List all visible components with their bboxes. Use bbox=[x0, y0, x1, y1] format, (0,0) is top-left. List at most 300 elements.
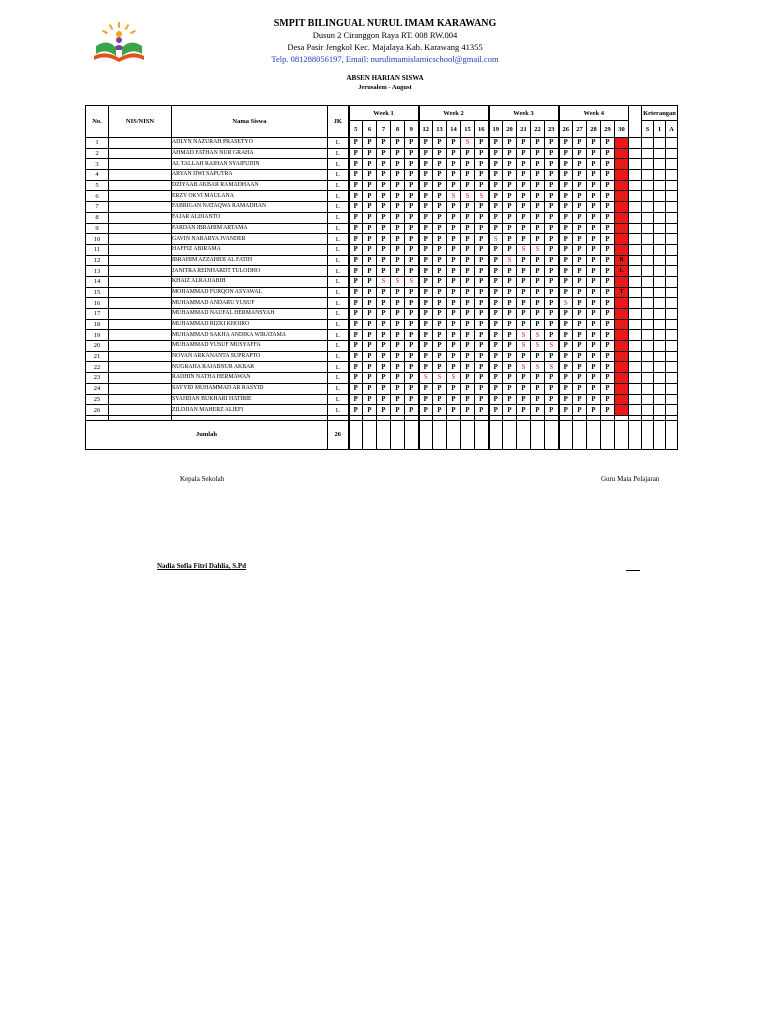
spacer-cell bbox=[629, 138, 642, 149]
attendance-present: P bbox=[601, 341, 615, 352]
col-header-nis: NIS/NISN bbox=[109, 106, 172, 138]
attendance-present: P bbox=[349, 180, 363, 191]
attendance-present: P bbox=[405, 159, 419, 170]
keterangan-i bbox=[654, 330, 666, 341]
attendance-present: P bbox=[531, 148, 545, 159]
summary-cell bbox=[461, 420, 475, 449]
attendance-present: P bbox=[517, 383, 531, 394]
attendance-present: P bbox=[349, 383, 363, 394]
student-gender: L bbox=[328, 351, 349, 362]
attendance-present: P bbox=[349, 212, 363, 223]
attendance-present: P bbox=[391, 212, 405, 223]
spacer-cell bbox=[629, 212, 642, 223]
keterangan-s bbox=[642, 148, 654, 159]
attendance-present: P bbox=[377, 287, 391, 298]
attendance-present: P bbox=[489, 319, 503, 330]
attendance-present: P bbox=[545, 202, 559, 213]
summary-cell bbox=[377, 420, 391, 449]
attendance-present: P bbox=[475, 405, 489, 416]
attendance-present: P bbox=[531, 309, 545, 320]
holiday-cell bbox=[615, 351, 629, 362]
attendance-present: P bbox=[377, 180, 391, 191]
attendance-present: P bbox=[587, 234, 601, 245]
attendance-present: P bbox=[475, 138, 489, 149]
attendance-present: P bbox=[489, 405, 503, 416]
student-name: GAVIN NARARYA IVANDER bbox=[172, 234, 328, 245]
attendance-present: P bbox=[559, 373, 573, 384]
attendance-present: P bbox=[573, 362, 587, 373]
col-header-jk: JK bbox=[328, 106, 349, 138]
attendance-present: P bbox=[349, 266, 363, 277]
attendance-present: P bbox=[573, 148, 587, 159]
table-row bbox=[86, 383, 678, 394]
attendance-present: P bbox=[545, 276, 559, 287]
attendance-present: P bbox=[447, 298, 461, 309]
attendance-present: P bbox=[447, 351, 461, 362]
attendance-present: P bbox=[419, 330, 433, 341]
attendance-present: P bbox=[489, 170, 503, 181]
attendance-present: P bbox=[503, 180, 517, 191]
attendance-present: P bbox=[489, 138, 503, 149]
student-gender: L bbox=[328, 405, 349, 416]
attendance-present: P bbox=[461, 383, 475, 394]
row-number: 8 bbox=[86, 212, 109, 223]
keterangan-s bbox=[642, 212, 654, 223]
keterangan-a bbox=[666, 266, 678, 277]
table-row bbox=[86, 180, 678, 191]
attendance-present: P bbox=[587, 394, 601, 405]
row-number: 4 bbox=[86, 170, 109, 181]
attendance-present: P bbox=[531, 191, 545, 202]
attendance-present: P bbox=[517, 223, 531, 234]
table-row bbox=[86, 202, 678, 213]
holiday-cell bbox=[615, 234, 629, 245]
attendance-present: P bbox=[531, 138, 545, 149]
attendance-present: P bbox=[363, 138, 377, 149]
attendance-present: P bbox=[573, 191, 587, 202]
attendance-present: P bbox=[503, 223, 517, 234]
attendance-present: P bbox=[405, 373, 419, 384]
attendance-present: P bbox=[447, 266, 461, 277]
attendance-present: P bbox=[503, 405, 517, 416]
attendance-present: P bbox=[363, 351, 377, 362]
keterangan-i bbox=[654, 234, 666, 245]
attendance-present: P bbox=[461, 341, 475, 352]
row-number: 5 bbox=[86, 180, 109, 191]
attendance-present: P bbox=[419, 159, 433, 170]
student-gender: L bbox=[328, 330, 349, 341]
student-name: DZIYAAB AKBAR RAMADHAAN bbox=[172, 180, 328, 191]
attendance-present: P bbox=[475, 309, 489, 320]
teacher-label: Guru Mata Pelajaran bbox=[601, 475, 660, 483]
attendance-present: P bbox=[559, 180, 573, 191]
attendance-present: P bbox=[587, 405, 601, 416]
attendance-present: P bbox=[601, 202, 615, 213]
keterangan-a bbox=[666, 191, 678, 202]
student-gender: L bbox=[328, 287, 349, 298]
keterangan-s bbox=[642, 287, 654, 298]
attendance-present: P bbox=[489, 330, 503, 341]
attendance-present: P bbox=[363, 383, 377, 394]
attendance-present: P bbox=[349, 309, 363, 320]
attendance-present: P bbox=[405, 180, 419, 191]
attendance-present: P bbox=[601, 170, 615, 181]
row-nis bbox=[109, 309, 172, 320]
attendance-present: P bbox=[349, 319, 363, 330]
attendance-present: P bbox=[391, 180, 405, 191]
attendance-present: P bbox=[363, 276, 377, 287]
attendance-present: P bbox=[573, 170, 587, 181]
table-row bbox=[86, 159, 678, 170]
attendance-present: P bbox=[573, 244, 587, 255]
col-header-name: Nama Siswa bbox=[172, 106, 328, 138]
attendance-present: P bbox=[601, 234, 615, 245]
holiday-cell: T bbox=[615, 287, 629, 298]
attendance-present: P bbox=[559, 266, 573, 277]
attendance-present: P bbox=[447, 341, 461, 352]
row-number: 13 bbox=[86, 266, 109, 277]
table-row bbox=[86, 319, 678, 330]
attendance-present: P bbox=[489, 362, 503, 373]
attendance-present: P bbox=[391, 148, 405, 159]
student-name: MUHAMMAD ANDARU YUSUF bbox=[172, 298, 328, 309]
attendance-present: P bbox=[475, 341, 489, 352]
spacer-cell bbox=[629, 351, 642, 362]
document-title: ABSEN HARIAN SISWA bbox=[346, 74, 424, 82]
attendance-present: P bbox=[517, 309, 531, 320]
keterangan-s bbox=[642, 255, 654, 266]
attendance-present: P bbox=[559, 191, 573, 202]
attendance-present: P bbox=[545, 170, 559, 181]
row-nis bbox=[109, 212, 172, 223]
attendance-present: P bbox=[573, 138, 587, 149]
attendance-present: P bbox=[587, 309, 601, 320]
attendance-sick: S bbox=[517, 330, 531, 341]
attendance-present: P bbox=[475, 319, 489, 330]
attendance-present: P bbox=[419, 287, 433, 298]
attendance-present: P bbox=[545, 234, 559, 245]
attendance-present: P bbox=[363, 373, 377, 384]
attendance-sick: S bbox=[433, 373, 447, 384]
keterangan-i bbox=[654, 170, 666, 181]
attendance-present: P bbox=[377, 138, 391, 149]
keterangan-a bbox=[666, 394, 678, 405]
attendance-present: P bbox=[517, 319, 531, 330]
attendance-present: P bbox=[363, 148, 377, 159]
attendance-present: P bbox=[545, 180, 559, 191]
keterangan-i bbox=[654, 309, 666, 320]
student-gender: L bbox=[328, 234, 349, 245]
attendance-present: P bbox=[531, 298, 545, 309]
student-name: AHMAD FATHAN NUR GRAHA bbox=[172, 148, 328, 159]
summary-jk-total: 26 bbox=[328, 420, 349, 449]
attendance-present: P bbox=[433, 170, 447, 181]
attendance-present: P bbox=[503, 373, 517, 384]
attendance-present: P bbox=[475, 383, 489, 394]
attendance-present: P bbox=[503, 298, 517, 309]
summary-cell bbox=[475, 420, 489, 449]
holiday-cell bbox=[615, 330, 629, 341]
attendance-present: P bbox=[573, 330, 587, 341]
attendance-present: P bbox=[503, 351, 517, 362]
keterangan-i bbox=[654, 244, 666, 255]
attendance-present: P bbox=[559, 362, 573, 373]
attendance-present: P bbox=[517, 202, 531, 213]
attendance-present: P bbox=[363, 223, 377, 234]
summary-cell bbox=[433, 420, 447, 449]
date-header-30: 30 bbox=[615, 121, 629, 138]
attendance-present: P bbox=[517, 298, 531, 309]
student-name: JANITRA REINHARDT TULODHO bbox=[172, 266, 328, 277]
attendance-sick: S bbox=[447, 191, 461, 202]
attendance-present: P bbox=[559, 244, 573, 255]
holiday-cell bbox=[615, 405, 629, 416]
attendance-present: P bbox=[601, 309, 615, 320]
attendance-present: P bbox=[433, 223, 447, 234]
attendance-present: P bbox=[517, 351, 531, 362]
holiday-cell bbox=[615, 362, 629, 373]
spacer-cell bbox=[629, 362, 642, 373]
summary-cell bbox=[489, 420, 503, 449]
student-name: FABRIGAN NATAQWA RAMADHAN bbox=[172, 202, 328, 213]
spacer-cell bbox=[629, 287, 642, 298]
attendance-present: P bbox=[433, 309, 447, 320]
attendance-present: P bbox=[475, 330, 489, 341]
keterangan-i bbox=[654, 341, 666, 352]
attendance-present: P bbox=[573, 180, 587, 191]
student-gender: L bbox=[328, 373, 349, 384]
attendance-present: P bbox=[405, 170, 419, 181]
date-header-6: 6 bbox=[363, 121, 377, 138]
attendance-present: P bbox=[587, 255, 601, 266]
holiday-cell bbox=[615, 212, 629, 223]
table-row bbox=[86, 330, 678, 341]
attendance-present: P bbox=[545, 223, 559, 234]
attendance-present: P bbox=[573, 202, 587, 213]
attendance-present: P bbox=[531, 223, 545, 234]
row-number: 1 bbox=[86, 138, 109, 149]
attendance-present: P bbox=[419, 351, 433, 362]
keterangan-i bbox=[654, 276, 666, 287]
attendance-present: P bbox=[405, 330, 419, 341]
attendance-present: P bbox=[559, 330, 573, 341]
keterangan-i bbox=[654, 255, 666, 266]
row-number: 14 bbox=[86, 276, 109, 287]
attendance-present: P bbox=[489, 287, 503, 298]
attendance-present: P bbox=[363, 180, 377, 191]
attendance-present: P bbox=[405, 341, 419, 352]
attendance-present: P bbox=[349, 394, 363, 405]
attendance-present: P bbox=[447, 394, 461, 405]
attendance-present: P bbox=[531, 394, 545, 405]
student-name: MUHAMMAD NAUFAL HERMANSYAH bbox=[172, 309, 328, 320]
row-number: 25 bbox=[86, 394, 109, 405]
attendance-present: P bbox=[349, 298, 363, 309]
attendance-present: P bbox=[461, 148, 475, 159]
summary-cell bbox=[503, 420, 517, 449]
attendance-present: P bbox=[461, 394, 475, 405]
row-nis bbox=[109, 234, 172, 245]
attendance-present: P bbox=[559, 202, 573, 213]
date-header-14: 14 bbox=[447, 121, 461, 138]
table-row bbox=[86, 255, 678, 266]
attendance-present: P bbox=[601, 405, 615, 416]
attendance-present: P bbox=[517, 170, 531, 181]
row-number: 20 bbox=[86, 341, 109, 352]
student-name: IBRAHIM AZZAHIDI AL FATIH bbox=[172, 255, 328, 266]
attendance-present: P bbox=[601, 159, 615, 170]
attendance-present: P bbox=[363, 287, 377, 298]
attendance-present: P bbox=[517, 212, 531, 223]
attendance-sick: S bbox=[461, 191, 475, 202]
spacer-cell bbox=[629, 170, 642, 181]
attendance-present: P bbox=[433, 148, 447, 159]
attendance-present: P bbox=[601, 330, 615, 341]
row-number: 21 bbox=[86, 351, 109, 362]
attendance-present: P bbox=[377, 405, 391, 416]
date-header-27: 27 bbox=[573, 121, 587, 138]
attendance-present: P bbox=[405, 191, 419, 202]
attendance-sick: S bbox=[531, 244, 545, 255]
student-name: HAFFIZ ABIRAMA bbox=[172, 244, 328, 255]
keterangan-i bbox=[654, 319, 666, 330]
row-nis bbox=[109, 170, 172, 181]
attendance-present: P bbox=[461, 351, 475, 362]
attendance-present: P bbox=[545, 212, 559, 223]
attendance-present: P bbox=[419, 341, 433, 352]
row-number: 6 bbox=[86, 191, 109, 202]
summary-cell bbox=[517, 420, 531, 449]
keterangan-a bbox=[666, 212, 678, 223]
keterangan-i bbox=[654, 373, 666, 384]
spacer-cell bbox=[629, 180, 642, 191]
spacer-cell bbox=[629, 244, 642, 255]
attendance-present: P bbox=[517, 180, 531, 191]
attendance-present: P bbox=[433, 383, 447, 394]
student-gender: L bbox=[328, 266, 349, 277]
attendance-present: P bbox=[349, 244, 363, 255]
attendance-present: P bbox=[545, 330, 559, 341]
attendance-present: P bbox=[503, 319, 517, 330]
row-number: 24 bbox=[86, 383, 109, 394]
holiday-cell bbox=[615, 244, 629, 255]
keterangan-i bbox=[654, 159, 666, 170]
holiday-cell bbox=[615, 276, 629, 287]
attendance-present: P bbox=[363, 170, 377, 181]
attendance-present: P bbox=[503, 234, 517, 245]
attendance-present: P bbox=[405, 138, 419, 149]
attendance-present: P bbox=[559, 383, 573, 394]
attendance-present: P bbox=[433, 394, 447, 405]
summary-cell bbox=[349, 420, 363, 449]
table-row bbox=[86, 212, 678, 223]
keterangan-s bbox=[642, 394, 654, 405]
attendance-present: P bbox=[461, 405, 475, 416]
keterangan-a bbox=[666, 405, 678, 416]
attendance-present: P bbox=[433, 244, 447, 255]
row-number: 3 bbox=[86, 159, 109, 170]
attendance-present: P bbox=[377, 148, 391, 159]
keterangan-a bbox=[666, 298, 678, 309]
attendance-present: P bbox=[587, 287, 601, 298]
attendance-sick: S bbox=[517, 244, 531, 255]
attendance-present: P bbox=[545, 405, 559, 416]
attendance-sick: S bbox=[419, 373, 433, 384]
table-row bbox=[86, 341, 678, 352]
row-nis bbox=[109, 287, 172, 298]
attendance-present: P bbox=[433, 138, 447, 149]
attendance-present: P bbox=[405, 383, 419, 394]
attendance-present: P bbox=[363, 244, 377, 255]
attendance-present: P bbox=[433, 341, 447, 352]
attendance-present: P bbox=[391, 202, 405, 213]
attendance-sick: S bbox=[405, 276, 419, 287]
student-gender: L bbox=[328, 276, 349, 287]
table-row bbox=[86, 405, 678, 416]
table-row bbox=[86, 351, 678, 362]
principal-label: Kepala Sekolah bbox=[180, 475, 225, 483]
row-nis bbox=[109, 330, 172, 341]
attendance-present: P bbox=[587, 298, 601, 309]
attendance-present: P bbox=[601, 298, 615, 309]
attendance-sick: S bbox=[461, 138, 475, 149]
student-name: AL TALLAH RAIHAN SYAIFUDIN bbox=[172, 159, 328, 170]
keterangan-a bbox=[666, 202, 678, 213]
keterangan-i bbox=[654, 351, 666, 362]
attendance-present: P bbox=[419, 383, 433, 394]
keterangan-i bbox=[654, 191, 666, 202]
attendance-sick: S bbox=[489, 234, 503, 245]
attendance-present: P bbox=[503, 159, 517, 170]
date-header-21: 21 bbox=[517, 121, 531, 138]
attendance-present: P bbox=[363, 255, 377, 266]
attendance-present: P bbox=[447, 255, 461, 266]
attendance-present: P bbox=[363, 319, 377, 330]
summary-cell bbox=[642, 420, 654, 449]
attendance-present: P bbox=[461, 212, 475, 223]
attendance-present: P bbox=[419, 362, 433, 373]
spacer-cell bbox=[629, 223, 642, 234]
school-name: SMPIT BILINGUAL NURUL IMAM KARAWANG bbox=[273, 18, 497, 29]
row-nis bbox=[109, 394, 172, 405]
attendance-present: P bbox=[475, 159, 489, 170]
attendance-present: P bbox=[517, 405, 531, 416]
attendance-present: P bbox=[503, 170, 517, 181]
row-nis bbox=[109, 202, 172, 213]
spacer-cell bbox=[629, 373, 642, 384]
attendance-sick: S bbox=[377, 276, 391, 287]
keterangan-s bbox=[642, 159, 654, 170]
date-header-22: 22 bbox=[531, 121, 545, 138]
date-header-19: 19 bbox=[489, 121, 503, 138]
summary-label: Jumlah bbox=[86, 420, 328, 449]
date-header-23: 23 bbox=[545, 121, 559, 138]
row-number: 17 bbox=[86, 309, 109, 320]
attendance-present: P bbox=[419, 212, 433, 223]
holiday-cell bbox=[615, 223, 629, 234]
attendance-present: P bbox=[349, 287, 363, 298]
attendance-present: P bbox=[377, 383, 391, 394]
holiday-cell bbox=[615, 309, 629, 320]
keterangan-s bbox=[642, 191, 654, 202]
keterangan-a bbox=[666, 255, 678, 266]
attendance-sick: S bbox=[545, 362, 559, 373]
attendance-present: P bbox=[559, 394, 573, 405]
attendance-present: P bbox=[601, 138, 615, 149]
attendance-present: P bbox=[559, 287, 573, 298]
attendance-present: P bbox=[475, 362, 489, 373]
keterangan-i bbox=[654, 287, 666, 298]
